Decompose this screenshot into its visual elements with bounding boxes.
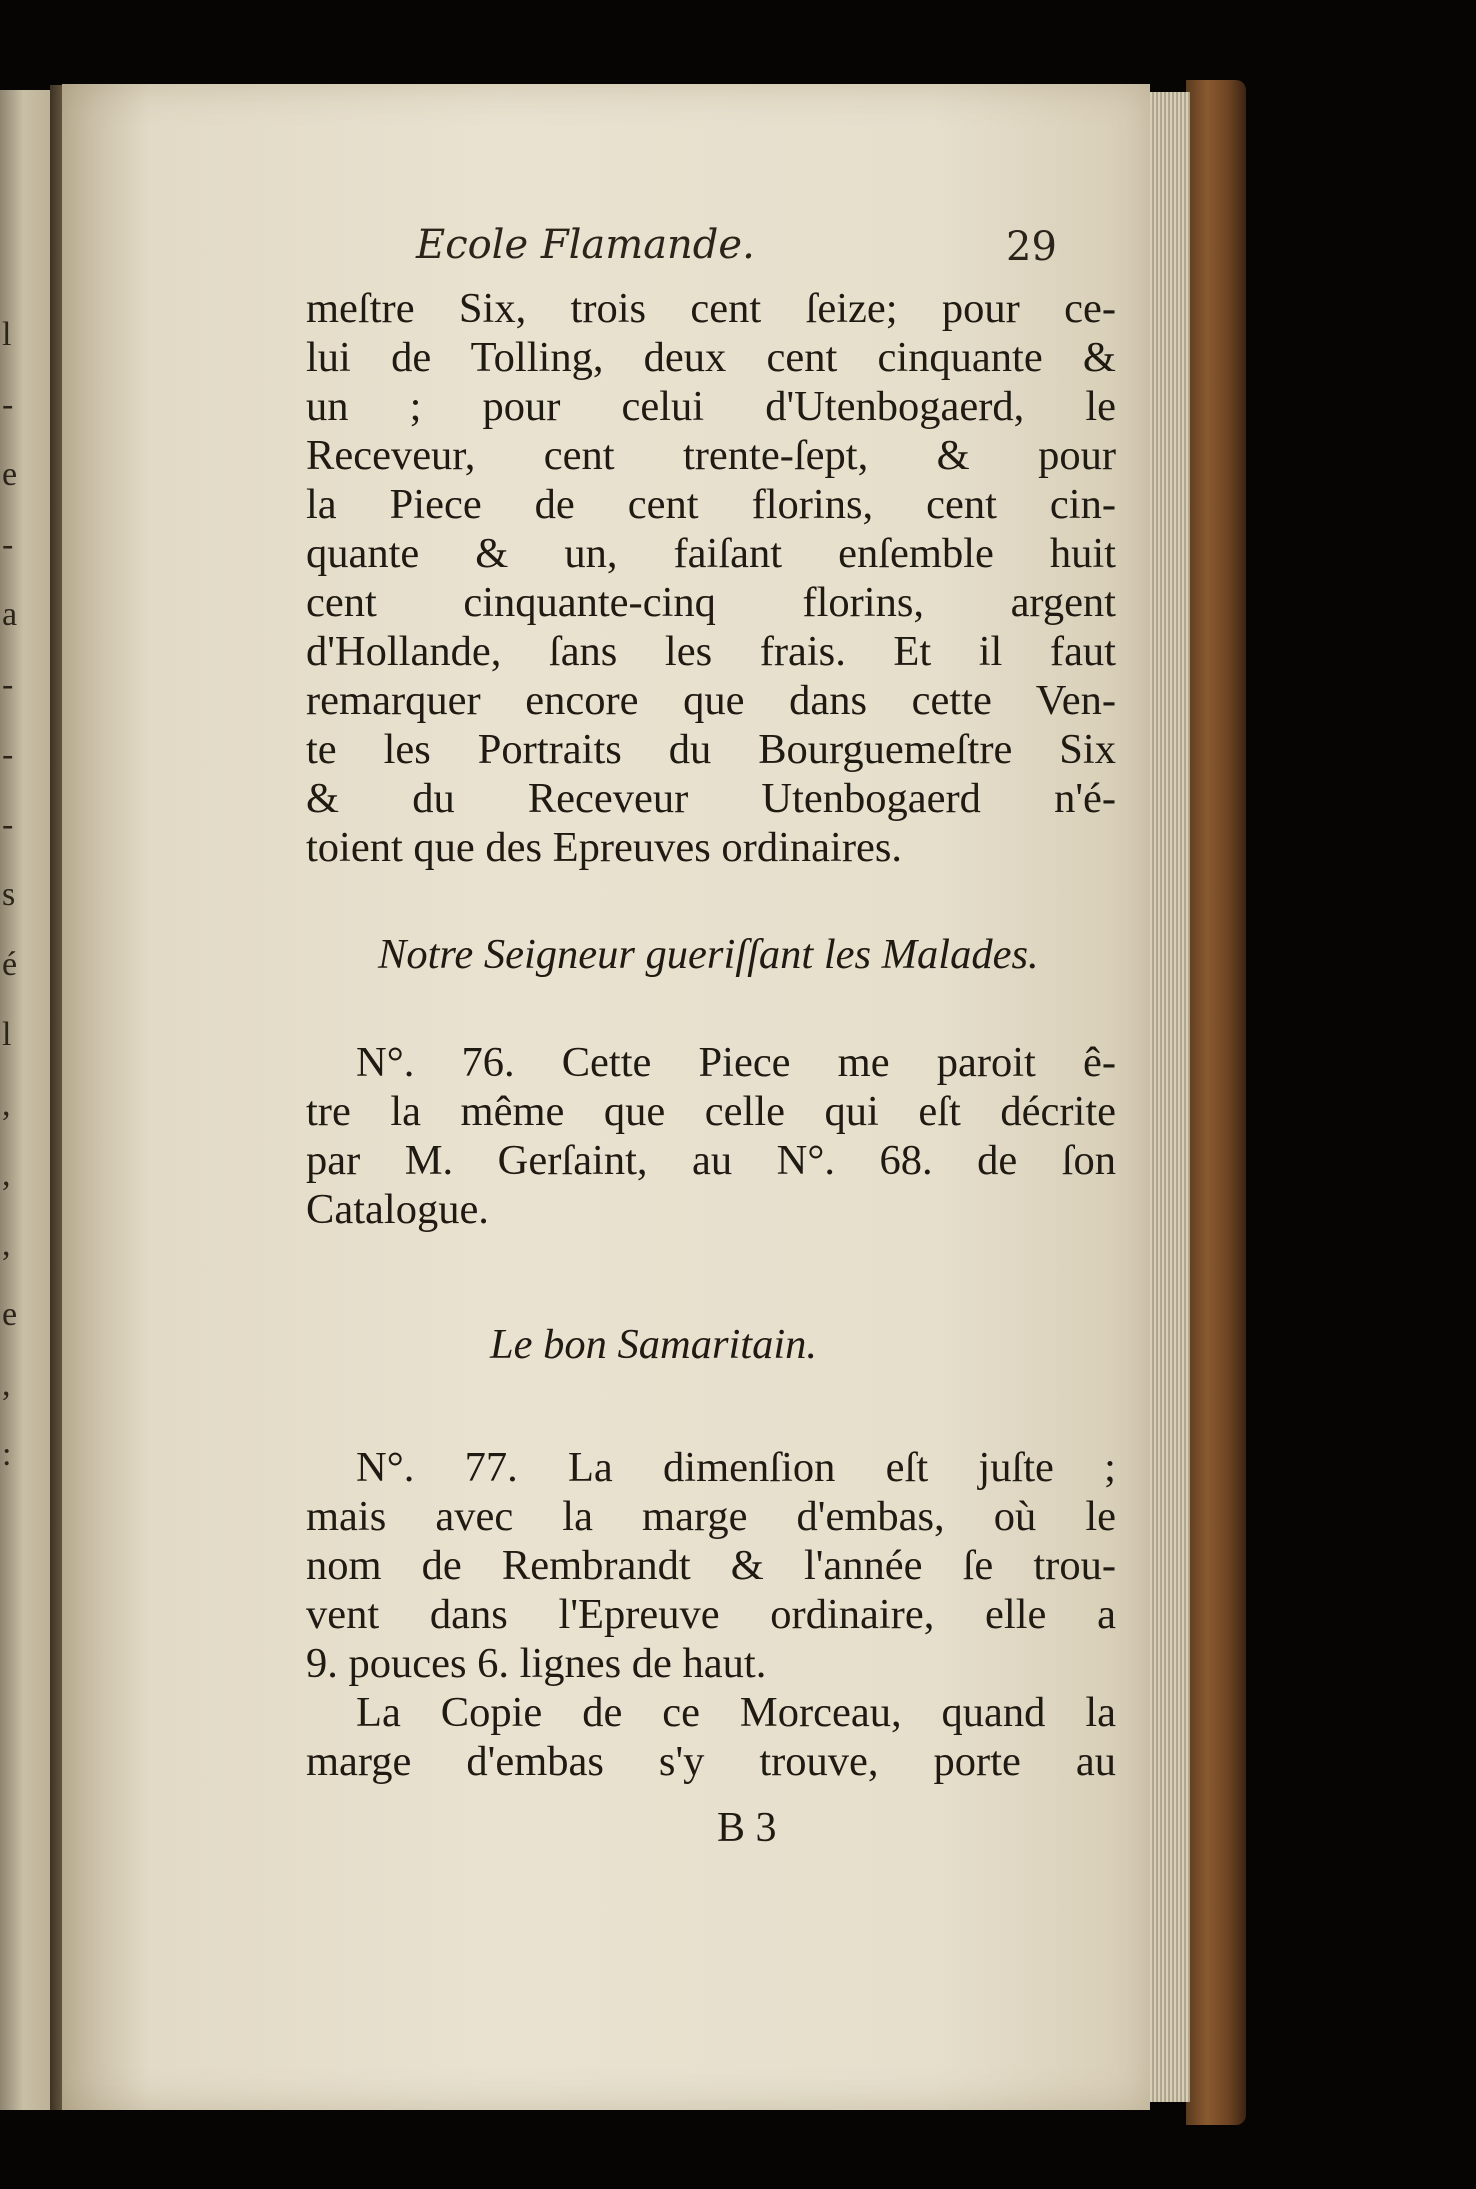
fragment-mark: l (2, 316, 12, 353)
section-heading: Le bon Samaritain. (490, 1321, 818, 1368)
fragment-mark: - (2, 736, 14, 773)
fragment-mark: , (2, 1086, 11, 1123)
text-line: par M. Gerſaint, au N°. 68. de ſon (306, 1137, 1116, 1184)
text-line: lui de Tolling, deux cent cinquante & (306, 334, 1116, 381)
fragment-mark: a (2, 596, 18, 633)
fragment-mark: é (2, 946, 18, 983)
text-line: un ; pour celui d'Utenbogaerd, le (306, 383, 1116, 430)
fragment-mark: e (2, 456, 18, 493)
text-line: vent dans l'Epreuve ordinaire, elle a (306, 1591, 1116, 1638)
text-line: mais avec la marge d'embas, où le (306, 1493, 1116, 1540)
text-line: la Piece de cent florins, cent cin- (306, 481, 1116, 528)
text-line: te les Portraits du Bourguemeſtre Six (306, 726, 1116, 773)
signature-mark: B 3 (717, 1805, 777, 1851)
fragment-mark: , (2, 1226, 11, 1263)
book-page (62, 84, 1150, 2110)
page-header (62, 222, 1150, 282)
fragment-mark: s (2, 876, 16, 913)
fragment-mark: - (2, 806, 14, 843)
text-line: 9. pouces 6. lignes de haut. (306, 1640, 767, 1687)
fragment-mark: , (2, 1366, 11, 1403)
text-line: marge d'embas s'y trouve, porte au (306, 1738, 1116, 1785)
fragment-mark: l (2, 1016, 12, 1053)
body-text (306, 284, 1116, 1786)
text-line: N°. 76. Cette Piece me paroit ê- (356, 1039, 1116, 1086)
fragment-mark: - (2, 386, 14, 423)
text-line: toient que des Epreuves ordinaires. (306, 824, 902, 871)
text-line: nom de Rembrandt & l'année ſe trou- (306, 1542, 1116, 1589)
text-line: remarquer encore que dans cette Ven- (306, 677, 1116, 724)
text-line: d'Hollande, ſans les frais. Et il faut (306, 628, 1116, 675)
text-line: cent cinquante-cinq florins, argent (306, 579, 1116, 626)
paragraph-no-77 (306, 1443, 1116, 1688)
fragment-mark: - (2, 666, 14, 703)
paragraph-copy (306, 1688, 1116, 1786)
page-number: 29 (1006, 224, 1057, 270)
text-line: Receveur, cent trente-ſept, & pour (306, 432, 1116, 479)
text-line: N°. 77. La dimenſion eſt juſte ; (356, 1444, 1116, 1491)
fragment-mark: , (2, 1156, 11, 1193)
fragment-mark: e (2, 1296, 18, 1333)
text-line: La Copie de ce Morceau, quand la (356, 1689, 1116, 1736)
paragraph-no-76 (306, 1038, 1116, 1234)
section-heading: Notre Seigneur gueriſſant les Malades. (378, 931, 1039, 978)
paragraph-continued (306, 284, 1116, 872)
text-line: meſtre Six, trois cent ſeize; pour ce- (306, 285, 1116, 332)
text-line: tre la même que celle qui eſt décrite (306, 1088, 1116, 1135)
text-line: Catalogue. (306, 1186, 489, 1233)
fragment-mark: - (2, 526, 14, 563)
fragment-mark: : (2, 1436, 12, 1473)
previous-page-fragments (2, 300, 22, 1490)
running-title: Ecole Flamande. (416, 222, 755, 268)
text-line: & du Receveur Utenbogaerd n'é- (306, 775, 1116, 822)
text-line: quante & un, faiſant enſemble huit (306, 530, 1116, 577)
book-cover-edge (1186, 80, 1246, 2125)
